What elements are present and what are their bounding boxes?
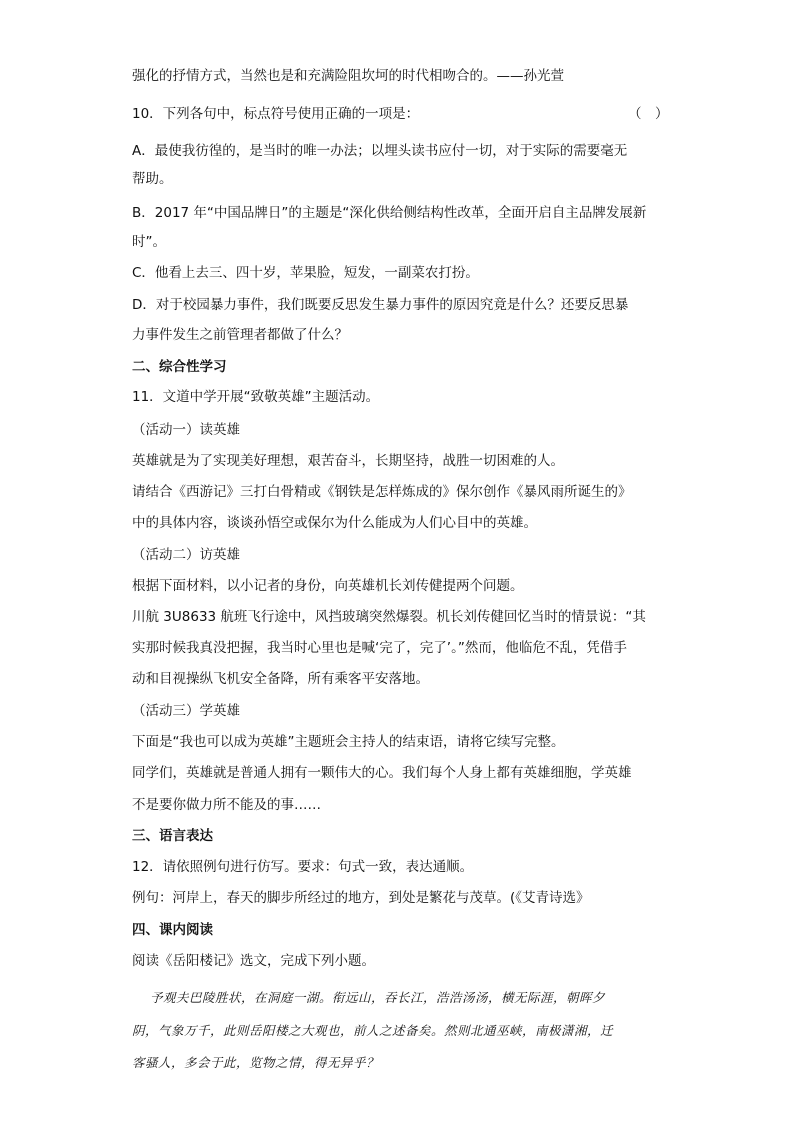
text-line: 不是要你做力所不能及的事……: [132, 797, 321, 813]
text-line: 实那时候我真没把握，我当时心里也是喊‘完了，完了’。”然而，他临危不乱，凭借手: [132, 640, 627, 656]
question-11-stem: 11．文道中学开展“致敬英雄”主题活动。: [132, 389, 380, 405]
classical-text-line: 客骚人，多会于此，览物之情，得无异乎？: [132, 1055, 380, 1070]
classical-text-line: 阴，气象万千，此则岳阳楼之大观也，前人之述备矣。然则北通巫峡，南极潇湘，迁: [132, 1023, 614, 1038]
text-line: 同学们，英雄就是普通人拥有一颗伟大的心。我们每个人身上都有英雄细胞，学英雄: [132, 765, 632, 781]
option-a-continued: 帮助。: [132, 171, 173, 187]
text-line: 请结合《西游记》三打白骨精或《钢铁是怎样炼成的》保尔创作《暴风雨所诞生的》: [132, 484, 632, 500]
option-c: C．他看上去三、四十岁，苹果脸，短发，一副菜农打扮。: [132, 265, 479, 281]
question-12-stem: 12．请依照例句进行仿写。要求：句式一致，表达通顺。: [132, 859, 474, 875]
section-heading-3: 三、语言表达: [132, 828, 213, 844]
text-line: 强化的抒情方式，当然也是和充满险阻坎坷的时代相吻合的。——孙光萱: [132, 68, 564, 84]
classical-text-line: 予观夫巴陵胜状，在洞庭一湖。衔远山，吞长江，浩浩汤汤，横无际涯，朝晖夕: [150, 990, 606, 1005]
example-sentence: 例句：河岸上，春天的脚步所经过的地方，到处是繁花与茂草。(《艾青诗选》: [132, 890, 590, 906]
reading-instruction: 阅读《岳阳楼记》选文，完成下列小题。: [132, 953, 375, 969]
option-b-continued: 时”。: [132, 234, 166, 250]
activity-2-heading: （活动二）访英雄: [132, 547, 240, 563]
question-10-stem: 10．下列各句中，标点符号使用正确的一项是：: [132, 106, 420, 122]
answer-parenthesis: （ ）: [628, 106, 669, 122]
option-a: A．最使我彷徨的，是当时的唯一办法；以埋头读书应付一切，对于实际的需要毫无: [132, 143, 628, 159]
text-line: 英雄就是为了实现美好理想，艰苦奋斗，长期坚持，战胜一切困难的人。: [132, 453, 564, 469]
section-heading-2: 二、综合性学习: [132, 359, 227, 375]
activity-1-heading: （活动一）读英雄: [132, 422, 240, 438]
option-d-continued: 力事件发生之前管理者都做了什么？: [132, 327, 348, 343]
text-line: 川航 3U8633 航班飞行途中，风挡玻璃突然爆裂。机长刘传健回忆当时的情景说：“其: [132, 609, 646, 625]
text-line: 动和目视操纵飞机安全备降，所有乘客平安落地。: [132, 671, 429, 687]
text-line: 下面是“我也可以成为英雄”主题班会主持人的结束语，请将它续写完整。: [132, 734, 565, 750]
text-line: 中的具体内容，谈谈孙悟空或保尔为什么能成为人们心目中的英雄。: [132, 515, 537, 531]
activity-3-heading: （活动三）学英雄: [132, 703, 240, 719]
text-line: 根据下面材料，以小记者的身份，向英雄机长刘传健提两个问题。: [132, 578, 524, 594]
option-d: D．对于校园暴力事件，我们既要反思发生暴力事件的原因究竟是什么？还要反思暴: [132, 297, 629, 313]
section-heading-4: 四、课内阅读: [132, 922, 213, 938]
option-b: B．2017 年“中国品牌日”的主题是“深化供给侧结构性改革，全面开启自主品牌发展新: [132, 205, 647, 221]
